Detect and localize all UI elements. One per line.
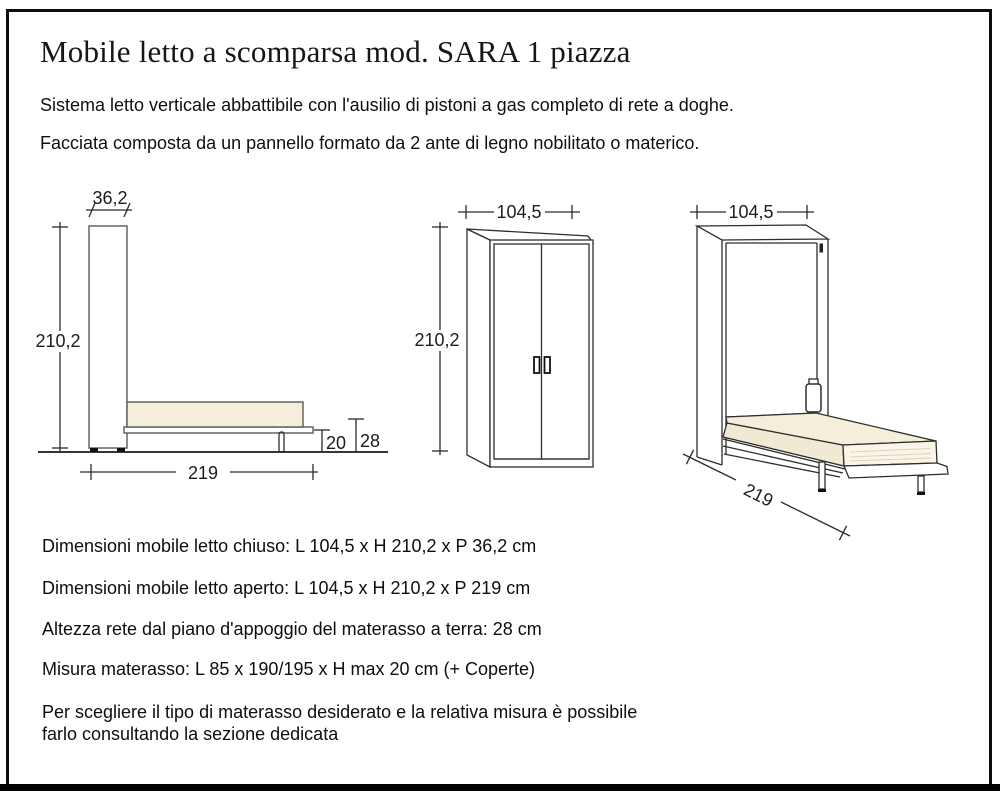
bed-leg-rear xyxy=(918,476,924,492)
dim-bed-top-height: 28 xyxy=(360,431,381,451)
diagram-front-view xyxy=(413,202,593,467)
bed-platform xyxy=(844,463,948,478)
gas-piston xyxy=(806,384,821,412)
cabinet-left-panel xyxy=(467,229,490,467)
dim-height-front: 210,2 xyxy=(414,330,460,350)
cabinet-top xyxy=(697,225,828,240)
spec-mattress-size: Misura materasso: L 85 x 190/195 x H max 20 cm (+ Coperte) xyxy=(42,659,536,679)
dim-depth-closed: 36,2 xyxy=(92,188,128,208)
mattress xyxy=(127,402,303,427)
dim-height-side: 210,2 xyxy=(35,331,81,351)
spec-base-height: Altezza rete dal piano d'appoggio del materasso a terra: 28 cm xyxy=(42,619,542,639)
diagram-side-view xyxy=(35,188,388,483)
spec-open-dimensions: Dimensioni mobile letto aperto: L 104,5 x H 210,2 x P 219 cm xyxy=(42,578,531,598)
page-bottom-rule xyxy=(0,784,1000,791)
slat-base xyxy=(124,427,313,433)
dim-open-depth-side: 219 xyxy=(187,463,219,483)
cabinet-side xyxy=(89,226,127,448)
bed-leg xyxy=(279,432,284,452)
spec-mattress-note: Per scegliere il tipo di materasso desiderato e la relativa misura è possibile farlo consultando la sezione dedicata xyxy=(42,702,638,744)
dim-open-depth-perspective: 219 xyxy=(740,479,777,511)
door-handle-left xyxy=(534,357,540,373)
intro-line-1: Sistema letto verticale abbattibile con l'ausilio di pistoni a gas completo di rete a doghe. xyxy=(40,95,734,115)
door-handle-right xyxy=(545,357,551,373)
bed-leg-front xyxy=(819,462,825,489)
spec-closed-dimensions: Dimensioni mobile letto chiuso: L 104,5 x H 210,2 x P 36,2 cm xyxy=(42,536,537,556)
dim-width-front: 104,5 xyxy=(496,202,542,222)
diagram-open-perspective xyxy=(683,202,948,540)
open-door-handle xyxy=(820,244,824,253)
dim-frame-gap: 20 xyxy=(326,433,347,453)
intro-line-2: Facciata composta da un pannello formato da 2 ante di legno nobilitato o materico. xyxy=(40,133,700,153)
dim-width-open: 104,5 xyxy=(728,202,774,222)
page-title: Mobile letto a scomparsa mod. SARA 1 piazza xyxy=(40,34,631,69)
